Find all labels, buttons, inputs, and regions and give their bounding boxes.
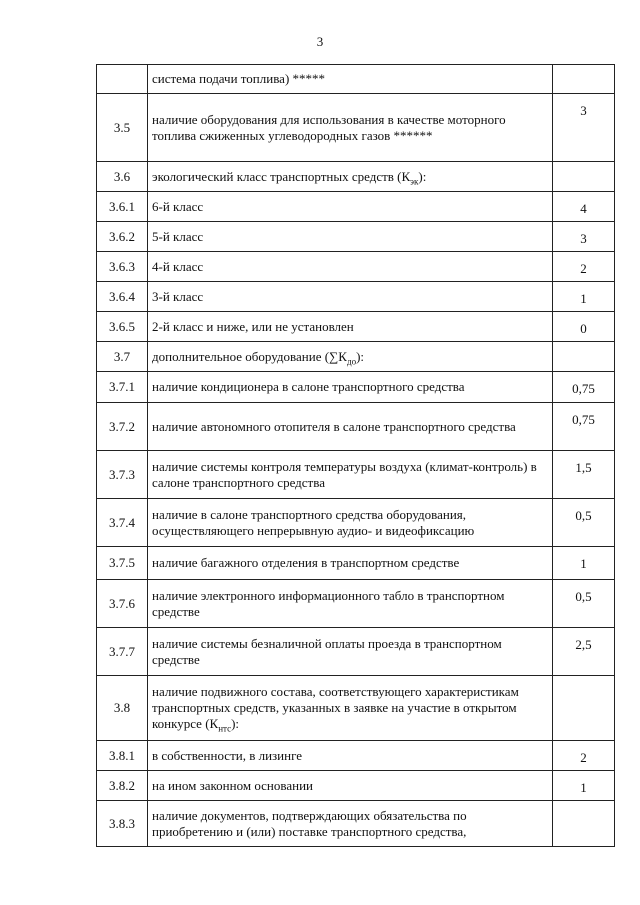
- row-description: наличие электронного информационного табло в транспортном средстве: [148, 580, 553, 628]
- table-row: [97, 403, 615, 451]
- row-description: в собственности, в лизинге: [148, 741, 553, 771]
- row-points: 1: [553, 547, 615, 580]
- row-number: 3.6.4: [97, 282, 148, 312]
- table-row: [97, 499, 615, 547]
- row-description: наличие документов, подтверждающих обязательства по приобретению и (или) поставке транспортного средства,: [148, 801, 553, 847]
- table-row: [97, 162, 615, 192]
- row-points: 0,5: [553, 499, 615, 547]
- row-number: 3.7.3: [97, 451, 148, 499]
- table-row: [97, 65, 615, 94]
- row-points: 1,5: [553, 451, 615, 499]
- table-row: [97, 771, 615, 801]
- row-number: 3.6.1: [97, 192, 148, 222]
- row-points: 3: [553, 94, 615, 162]
- row-points: [553, 162, 615, 192]
- row-points: 0,75: [553, 372, 615, 403]
- row-description: наличие оборудования для использования в качестве моторного топлива сжиженных углеводородных газов ******: [148, 94, 553, 162]
- table-row: [97, 372, 615, 403]
- row-number: 3.5: [97, 94, 148, 162]
- row-number: 3.6: [97, 162, 148, 192]
- row-description: система подачи топлива) *****: [148, 65, 553, 94]
- row-description: наличие подвижного состава, соответствующего характеристикам транспортных средств, указанных в заявке на участие в открытом конкурсе $(К_{нтс})$:: [148, 676, 553, 741]
- row-number: 3.8.1: [97, 741, 148, 771]
- row-description: 4-й класс: [148, 252, 553, 282]
- row-number: 3.6.2: [97, 222, 148, 252]
- table-row: [97, 282, 615, 312]
- table-row: [97, 312, 615, 342]
- row-points: [553, 65, 615, 94]
- row-points: 2,5: [553, 628, 615, 676]
- row-description: наличие системы безналичной оплаты проезда в транспортном средстве: [148, 628, 553, 676]
- row-description: наличие автономного отопителя в салоне транспортного средства: [148, 403, 553, 451]
- row-points: 2: [553, 741, 615, 771]
- table-row: [97, 192, 615, 222]
- table-row: [97, 342, 615, 372]
- row-description: наличие в салоне транспортного средства оборудования, осуществляющего непрерывную аудио- и видеофиксацию: [148, 499, 553, 547]
- table-row: [97, 451, 615, 499]
- row-number: 3.7.1: [97, 372, 148, 403]
- row-description: дополнительное оборудование $(\sum К_{до})$:: [148, 342, 553, 372]
- criteria-table: [96, 64, 615, 847]
- row-number: 3.7.4: [97, 499, 148, 547]
- row-number: 3.8.2: [97, 771, 148, 801]
- row-number: 3.6.3: [97, 252, 148, 282]
- row-description: наличие багажного отделения в транспортном средстве: [148, 547, 553, 580]
- row-points: 1: [553, 771, 615, 801]
- row-points: 0,5: [553, 580, 615, 628]
- table-row: [97, 628, 615, 676]
- table-row: [97, 676, 615, 741]
- row-description: 2-й класс и ниже, или не установлен: [148, 312, 553, 342]
- row-number: 3.7: [97, 342, 148, 372]
- row-number: 3.7.7: [97, 628, 148, 676]
- row-description: экологический класс транспортных средств $(К_{эк})$:: [148, 162, 553, 192]
- row-number: [97, 65, 148, 94]
- table-row: [97, 94, 615, 162]
- row-points: 3: [553, 222, 615, 252]
- row-description: 5-й класс: [148, 222, 553, 252]
- row-description: наличие системы контроля температуры воздуха (климат-контроль) в салоне транспортного средства: [148, 451, 553, 499]
- row-points: 4: [553, 192, 615, 222]
- row-number: 3.7.6: [97, 580, 148, 628]
- row-points: 0: [553, 312, 615, 342]
- row-number: 3.8: [97, 676, 148, 741]
- row-points: 2: [553, 252, 615, 282]
- table-row: [97, 741, 615, 771]
- row-description: 6-й класс: [148, 192, 553, 222]
- row-description: наличие кондиционера в салоне транспортного средства: [148, 372, 553, 403]
- table-row: [97, 547, 615, 580]
- row-points: 1: [553, 282, 615, 312]
- row-points: 0,75: [553, 403, 615, 451]
- row-points: [553, 676, 615, 741]
- table-row: [97, 222, 615, 252]
- coefficient-subscript: до: [346, 356, 357, 367]
- row-number: 3.8.3: [97, 801, 148, 847]
- table-row: [97, 801, 615, 847]
- page-number: 3: [316, 34, 324, 49]
- coefficient-subscript: нтс: [218, 723, 232, 734]
- row-description: на ином законном основании: [148, 771, 553, 801]
- row-description: 3-й класс: [148, 282, 553, 312]
- row-number: 3.7.2: [97, 403, 148, 451]
- row-number: 3.7.5: [97, 547, 148, 580]
- table-row: [97, 252, 615, 282]
- coefficient-subscript: эк: [410, 176, 419, 187]
- table-row: [97, 580, 615, 628]
- row-points: [553, 342, 615, 372]
- row-points: [553, 801, 615, 847]
- row-number: 3.6.5: [97, 312, 148, 342]
